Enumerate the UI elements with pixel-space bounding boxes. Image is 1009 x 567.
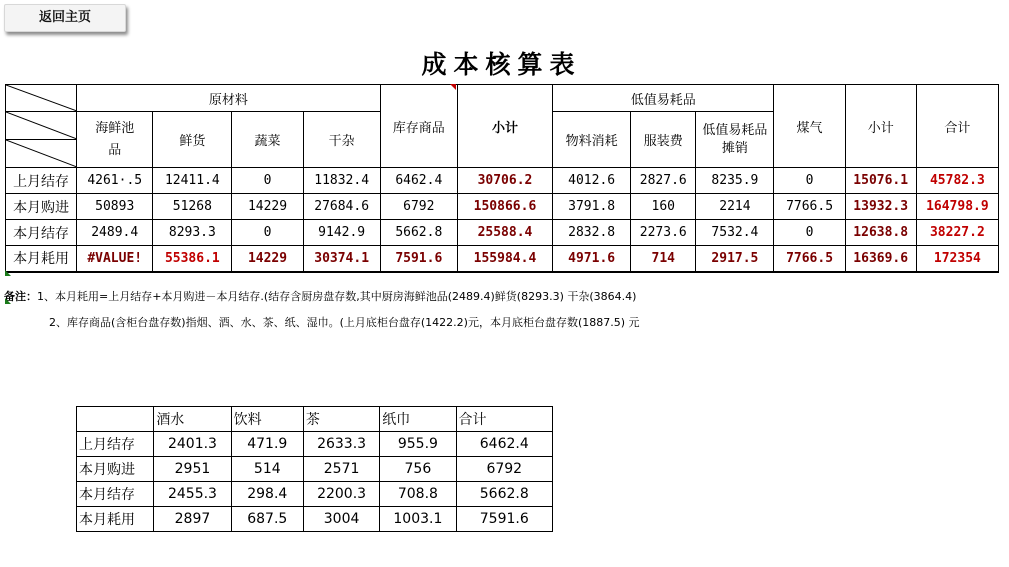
header-amortization: 低值易耗品摊销 — [696, 112, 774, 168]
table-cell: 25588.4 — [457, 220, 552, 246]
header-dry-goods: 干杂 — [303, 112, 380, 168]
header-subtotal-2: 小计 — [845, 85, 916, 168]
table-cell: 5662.8 — [380, 220, 457, 246]
inventory-cell: 2633.3 — [303, 432, 379, 457]
table-cell: 0 — [774, 168, 845, 194]
inventory-cell: 687.5 — [231, 507, 303, 532]
cost-accounting-table — [5, 84, 999, 273]
table-cell: 2832.8 — [553, 220, 631, 246]
table-cell: 4012.6 — [553, 168, 631, 194]
inventory-header-cell: 茶 — [303, 407, 379, 432]
diagonal-line-icon — [6, 85, 77, 111]
table-cell: 6462.4 — [380, 168, 457, 194]
inventory-cell: 1003.1 — [380, 507, 456, 532]
table-cell: 9142.9 — [303, 220, 380, 246]
inventory-header-cell: 酒水 — [154, 407, 231, 432]
inventory-row-label: 本月购进 — [77, 457, 154, 482]
inventory-breakdown-table — [76, 406, 553, 532]
header-raw-materials: 原材料 — [77, 85, 381, 112]
inventory-cell: 2455.3 — [154, 482, 231, 507]
table-cell: 2489.4 — [77, 220, 153, 246]
diagonal-line-icon — [6, 112, 77, 139]
inventory-header-cell: 饮料 — [231, 407, 303, 432]
note-line-1 — [4, 288, 636, 304]
table-cell: #VALUE! — [77, 246, 153, 272]
inventory-cell: 2200.3 — [303, 482, 379, 507]
table-cell: 13932.3 — [845, 194, 916, 220]
table-cell: 30706.2 — [457, 168, 552, 194]
table-cell: 14229 — [232, 194, 303, 220]
table-cell: 0 — [232, 168, 303, 194]
table-cell: 12638.8 — [845, 220, 916, 246]
header-vegetables: 蔬菜 — [232, 112, 303, 168]
note-marker-icon — [5, 270, 11, 276]
note-text-1: 1、本月耗用=上月结存+本月购进－本月结存.(结存含厨房盘存数,其中厨房海鲜池品(2489.4)鲜货(8293.3) 干杂(3864.4) — [37, 290, 637, 303]
note-marker-icon — [5, 298, 11, 304]
table-cell: 155984.4 — [457, 246, 552, 272]
note-text-2: 2、库存商品(含柜台盘存数)指烟、酒、水、茶、纸、湿巾。(上月底柜台盘存(1422.2)元，本月底柜台盘存数(1887.5) 元 — [49, 316, 640, 329]
note-label: 备注： — [4, 290, 37, 303]
inventory-cell: 298.4 — [231, 482, 303, 507]
inventory-cell: 2571 — [303, 457, 379, 482]
table-cell: 8293.3 — [153, 220, 232, 246]
row-label: 本月耗用 — [6, 246, 77, 272]
inventory-header-cell: 纸巾 — [380, 407, 456, 432]
inventory-header-cell — [77, 407, 154, 432]
table-row — [6, 246, 999, 272]
inventory-cell: 2401.3 — [154, 432, 231, 457]
diagonal-line-icon — [6, 140, 77, 167]
table-cell: 714 — [631, 246, 696, 272]
table-cell: 7591.6 — [380, 246, 457, 272]
corner-cell — [6, 85, 77, 112]
inventory-row — [77, 482, 553, 507]
inventory-row-label: 上月结存 — [77, 432, 154, 457]
table-cell: 164798.9 — [916, 194, 998, 220]
corner-cell-3 — [6, 140, 77, 168]
header-total: 合计 — [916, 85, 998, 168]
table-cell: 4261·.5 — [77, 168, 153, 194]
table-cell: 12411.4 — [153, 168, 232, 194]
inventory-cell: 471.9 — [231, 432, 303, 457]
header-materials: 物料消耗 — [553, 112, 631, 168]
inventory-cell: 5662.8 — [456, 482, 552, 507]
row-label: 本月结存 — [6, 220, 77, 246]
table-cell: 16369.6 — [845, 246, 916, 272]
inventory-cell: 3004 — [303, 507, 379, 532]
page-title: 成本核算表 — [421, 50, 582, 79]
comment-marker-icon — [450, 84, 456, 90]
table-cell: 55386.1 — [153, 246, 232, 272]
table-cell: 2917.5 — [696, 246, 774, 272]
table-cell: 172354 — [916, 246, 998, 272]
inventory-cell: 708.8 — [380, 482, 456, 507]
header-low-value-consumables: 低值易耗品 — [553, 85, 774, 112]
table-cell: 0 — [232, 220, 303, 246]
table-row — [6, 194, 999, 220]
table-cell: 2827.6 — [631, 168, 696, 194]
table-cell: 7766.5 — [774, 246, 845, 272]
table-cell: 2273.6 — [631, 220, 696, 246]
inventory-header-cell: 合计 — [456, 407, 552, 432]
inventory-cell: 7591.6 — [456, 507, 552, 532]
back-home-button[interactable]: 返回主页 — [4, 4, 126, 32]
corner-cell-2 — [6, 112, 77, 140]
header-uniform: 服装费 — [631, 112, 696, 168]
inventory-cell: 2897 — [154, 507, 231, 532]
header-row-groups — [6, 85, 999, 112]
table-cell: 45782.3 — [916, 168, 998, 194]
table-cell: 7766.5 — [774, 194, 845, 220]
inventory-row-label: 本月结存 — [77, 482, 154, 507]
table-cell: 7532.4 — [696, 220, 774, 246]
row-label: 上月结存 — [6, 168, 77, 194]
table-cell: 38227.2 — [916, 220, 998, 246]
table-cell: 50893 — [77, 194, 153, 220]
header-gas: 煤气 — [774, 85, 845, 168]
table-cell: 4971.6 — [553, 246, 631, 272]
table-cell: 27684.6 — [303, 194, 380, 220]
inventory-cell: 6462.4 — [456, 432, 552, 457]
header-inventory-goods: 库存商品 — [380, 85, 457, 168]
inventory-cell: 955.9 — [380, 432, 456, 457]
table-cell: 30374.1 — [303, 246, 380, 272]
inventory-header-row — [77, 407, 553, 432]
note-line-2 — [49, 314, 640, 330]
table-row — [6, 168, 999, 194]
table-cell: 8235.9 — [696, 168, 774, 194]
table-cell: 11832.4 — [303, 168, 380, 194]
table-cell: 150866.6 — [457, 194, 552, 220]
inventory-row — [77, 432, 553, 457]
inventory-cell: 514 — [231, 457, 303, 482]
table-cell: 15076.1 — [845, 168, 916, 194]
table-cell: 2214 — [696, 194, 774, 220]
inventory-row — [77, 457, 553, 482]
table-row — [6, 220, 999, 246]
table-cell: 51268 — [153, 194, 232, 220]
inventory-row — [77, 507, 553, 532]
header-seafood: 海鲜池品 — [77, 112, 153, 168]
table-cell: 6792 — [380, 194, 457, 220]
inventory-cell: 6792 — [456, 457, 552, 482]
table-cell: 3791.8 — [553, 194, 631, 220]
row-label: 本月购进 — [6, 194, 77, 220]
inventory-row-label: 本月耗用 — [77, 507, 154, 532]
table-cell: 160 — [631, 194, 696, 220]
header-subtotal-1: 小计 — [457, 85, 552, 168]
table-cell: 14229 — [232, 246, 303, 272]
header-fresh: 鲜货 — [153, 112, 232, 168]
inventory-cell: 2951 — [154, 457, 231, 482]
inventory-cell: 756 — [380, 457, 456, 482]
table-cell: 0 — [774, 220, 845, 246]
